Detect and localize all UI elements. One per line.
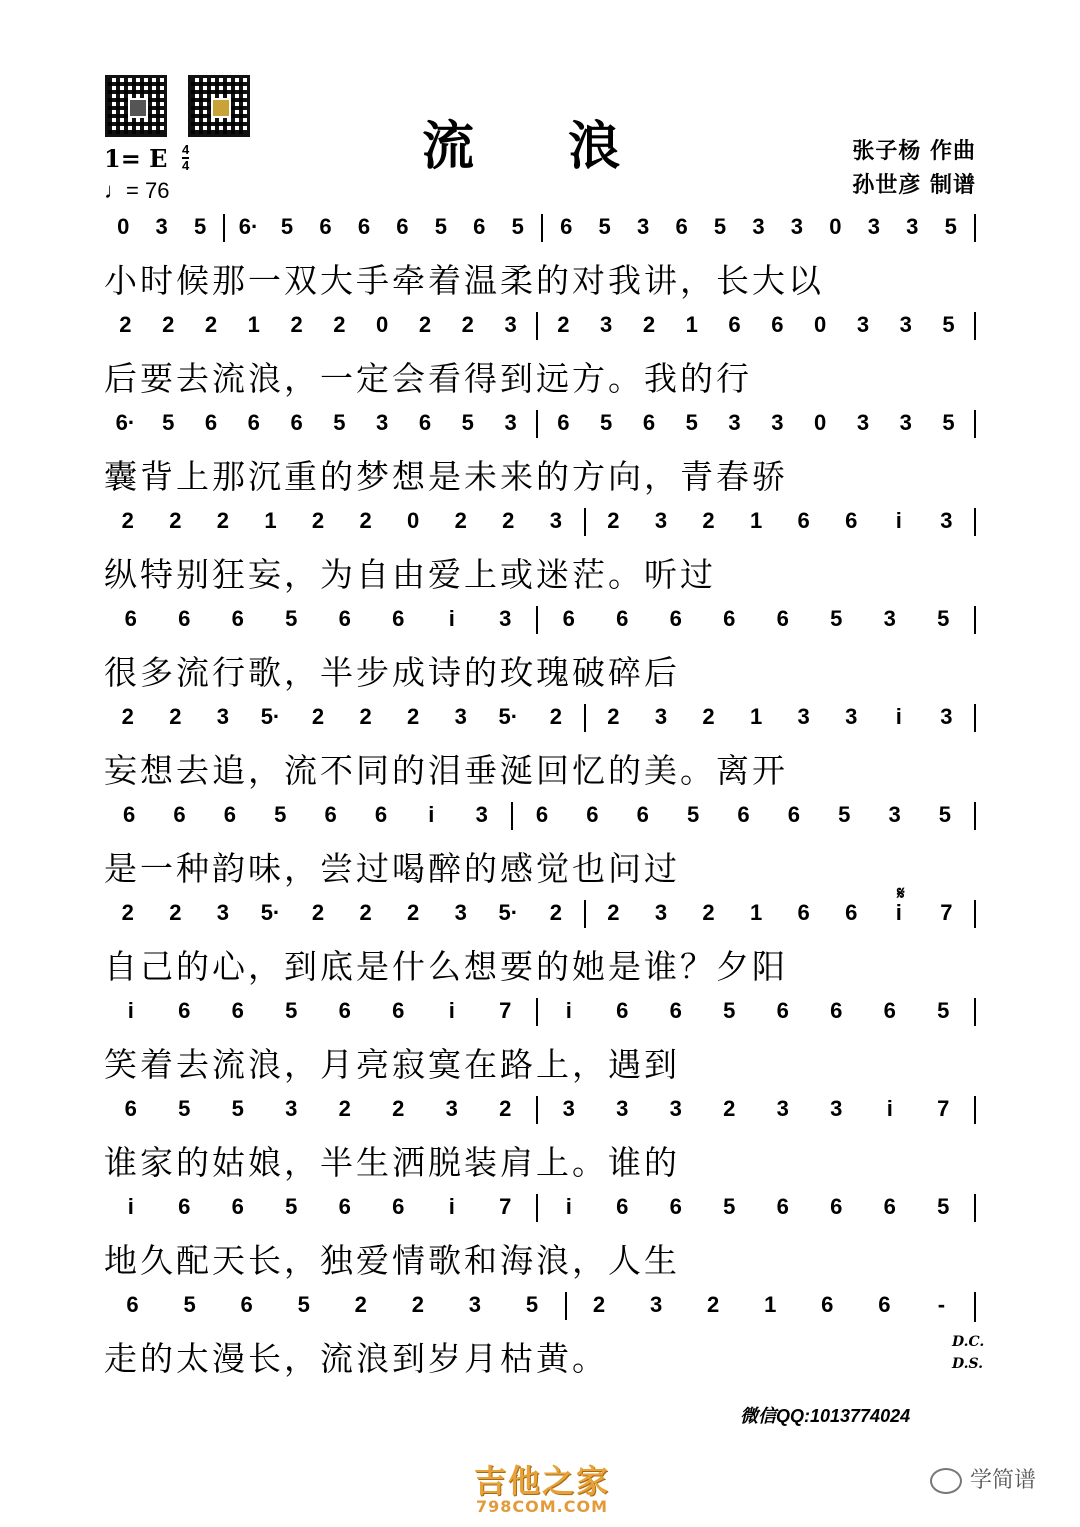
note: 6 — [173, 802, 186, 827]
note: 7 — [940, 900, 953, 925]
note: 3 — [940, 508, 953, 533]
note: 6 — [124, 1096, 137, 1121]
note: 6 — [616, 998, 629, 1023]
note: 5 — [183, 1292, 196, 1317]
note: 6 — [883, 998, 896, 1023]
score-row — [104, 1194, 980, 1284]
barline — [580, 704, 590, 732]
dc-mark: D.C. — [952, 1334, 985, 1350]
note: 6 — [776, 998, 789, 1023]
note: 3 — [899, 410, 912, 435]
barline — [970, 214, 980, 242]
site-url: 798COM.COM — [476, 1497, 609, 1516]
segno-mark: 𝄋 — [897, 883, 905, 904]
barline — [970, 1292, 980, 1320]
score-row — [104, 410, 980, 500]
note: 5 — [944, 214, 957, 239]
note: 3 — [285, 1096, 298, 1121]
note: 6 — [231, 998, 244, 1023]
lyric-line: 很多流行歌，半步成诗的玫瑰破碎后 — [104, 653, 680, 692]
note: 3 — [830, 1096, 843, 1121]
note: 3 — [376, 410, 389, 435]
note: 6 — [562, 606, 575, 631]
note: 6 — [319, 214, 332, 239]
note: 6 — [231, 1194, 244, 1219]
notation-line — [104, 998, 980, 1038]
note: 6 — [728, 312, 741, 337]
note: 2 — [354, 1292, 367, 1317]
note: 6 — [290, 410, 303, 435]
tempo-mark: ♩= 76 — [104, 178, 170, 203]
note: 6 — [776, 1194, 789, 1219]
note: 3 — [155, 214, 168, 239]
note: 6 — [392, 998, 405, 1023]
note: 2 — [407, 900, 420, 925]
barline — [532, 998, 542, 1026]
note: 3 — [867, 214, 880, 239]
score-row — [104, 1292, 980, 1382]
note: 2 — [359, 900, 372, 925]
note: 3 — [616, 1096, 629, 1121]
notation-line — [104, 312, 980, 352]
note: 6 — [669, 998, 682, 1023]
note: 2 — [607, 900, 620, 925]
note: 1 — [749, 900, 763, 925]
notation-line — [104, 214, 980, 254]
note: 3 — [776, 1096, 789, 1121]
note: 5 — [937, 998, 950, 1023]
note: 2 — [592, 1292, 606, 1317]
note: 6 — [324, 802, 337, 827]
note: 3 — [216, 704, 230, 729]
barline — [970, 508, 980, 536]
note: 6 — [231, 606, 244, 631]
note: 3 — [883, 606, 896, 631]
notation-line — [104, 606, 980, 646]
notation-line — [104, 704, 980, 744]
note: 6 — [396, 214, 409, 239]
composer-credit: 张子杨 作曲 — [852, 138, 976, 164]
barline — [532, 606, 542, 634]
note: 2 — [216, 508, 230, 533]
note: 3 — [669, 1096, 682, 1121]
note: 6 — [126, 1292, 139, 1317]
note: 5 — [333, 410, 346, 435]
note: 5 — [937, 606, 950, 631]
barline — [532, 312, 542, 340]
score-row — [104, 1096, 980, 1186]
barline — [970, 606, 980, 634]
barline — [532, 410, 542, 438]
lyric-line: 地久配天长，独爱情歌和海浪，人生 — [104, 1241, 680, 1280]
note: 5 — [461, 410, 474, 435]
note: 3 — [797, 704, 810, 729]
barline — [970, 1194, 980, 1222]
note: 2 — [607, 704, 620, 729]
barline — [970, 312, 980, 340]
barline — [507, 802, 517, 830]
note: i — [127, 1194, 134, 1219]
note: 6 — [338, 1194, 351, 1219]
note: 6 — [392, 1194, 405, 1219]
note: 3 — [856, 410, 870, 435]
score-row — [104, 900, 980, 990]
note: 2 — [162, 312, 175, 337]
note: 6 — [535, 802, 549, 827]
lyric-line: 自己的心，到底是什么想要的她是谁？夕阳 — [104, 947, 788, 986]
score-row — [104, 214, 980, 304]
note: 6 — [418, 410, 432, 435]
note: 3 — [899, 312, 912, 337]
note: i — [565, 1194, 572, 1219]
note: 0 — [407, 508, 420, 533]
note: 6 — [124, 606, 137, 631]
note: 3 — [856, 312, 870, 337]
note: 5 — [434, 214, 447, 239]
note: 5· — [260, 900, 281, 925]
note: 6 — [776, 606, 789, 631]
note: 5 — [685, 410, 698, 435]
note: 2 — [121, 704, 134, 729]
score-row — [104, 312, 980, 402]
note: 3 — [454, 900, 467, 925]
note: 2 — [311, 508, 325, 533]
note: 3 — [499, 606, 512, 631]
lyric-line: 后要去流浪，一定会看得到远方。我的行 — [104, 359, 752, 398]
barline — [537, 214, 547, 242]
notation-line — [104, 1292, 980, 1332]
note: 6 — [830, 1194, 843, 1219]
note: 5 — [231, 1096, 244, 1121]
note: 3 — [504, 410, 517, 435]
note: 2 — [169, 508, 182, 533]
note: 6 — [723, 606, 736, 631]
note: 2 — [333, 312, 346, 337]
note: i — [127, 998, 134, 1023]
wechat-icon — [930, 1468, 962, 1494]
note: 6 — [473, 214, 486, 239]
note: 5 — [274, 802, 287, 827]
note: 6 — [642, 410, 656, 435]
note: 3 — [562, 1096, 575, 1121]
note: 6 — [123, 802, 136, 827]
time-signature: $\frac{4}{4}$ — [182, 142, 190, 173]
note: 5 — [938, 802, 952, 827]
note: 3 — [771, 410, 784, 435]
note: 5 — [285, 1194, 298, 1219]
note: 6 — [878, 1292, 891, 1317]
note: 6 — [669, 606, 682, 631]
note: 0 — [829, 214, 842, 239]
note: 2 — [418, 312, 432, 337]
note: 3 — [468, 1292, 482, 1317]
note: 5 — [942, 410, 955, 435]
note: 6 — [787, 802, 800, 827]
note: 3 — [445, 1096, 458, 1121]
account-name: 学简谱 — [970, 1468, 1037, 1493]
note: 1 — [247, 312, 260, 337]
note: 0 — [814, 312, 827, 337]
note: 5 — [285, 606, 298, 631]
notation-line — [104, 410, 980, 450]
note: i — [448, 1194, 455, 1219]
note: 0 — [376, 312, 389, 337]
lyric-line: 是一种韵味，尝过喝醉的感觉也问过 — [104, 849, 680, 888]
note: 5· — [260, 704, 281, 729]
score-row — [104, 802, 980, 892]
arranger-credit: 孙世彦 制谱 — [852, 172, 976, 198]
barline — [532, 1096, 542, 1124]
note: 2 — [454, 508, 467, 533]
lyric-line: 囊背上那沉重的梦想是未来的方向，青春骄 — [104, 457, 788, 496]
notation-line — [104, 1194, 980, 1234]
note: 1 — [749, 508, 763, 533]
barline — [970, 1096, 980, 1124]
note: 7 — [937, 1096, 950, 1121]
note: 6 — [737, 802, 750, 827]
note: 5 — [713, 214, 727, 239]
note: 6 — [178, 606, 191, 631]
barline — [970, 998, 980, 1026]
note: 6 — [357, 214, 371, 239]
note: 3 — [752, 214, 765, 239]
account-badge — [930, 1463, 1036, 1494]
note: 2 — [549, 704, 562, 729]
note: 2 — [411, 1292, 424, 1317]
note: 2 — [169, 704, 182, 729]
note: 2 — [499, 1096, 512, 1121]
lyric-line: 走的太漫长，流浪到岁月枯黄。 — [104, 1339, 608, 1378]
note: 5 — [162, 410, 175, 435]
note: 6 — [204, 410, 218, 435]
note: 0 — [814, 410, 827, 435]
note: 2 — [502, 508, 515, 533]
note: 6 — [830, 998, 843, 1023]
note: 2 — [461, 312, 474, 337]
note: 2 — [204, 312, 218, 337]
note: 6· — [115, 410, 136, 435]
lyric-line: 妄想去追，流不同的泪垂涎回忆的美。离开 — [104, 751, 788, 790]
note: 6 — [240, 1292, 253, 1317]
note: 6 — [845, 900, 858, 925]
note: 6 — [669, 1194, 682, 1219]
note: 6 — [616, 606, 629, 631]
barline — [970, 900, 980, 928]
note: 5 — [598, 214, 611, 239]
note: 3 — [475, 802, 488, 827]
note: 2 — [359, 704, 372, 729]
note: 2 — [290, 312, 303, 337]
note: 5 — [285, 998, 298, 1023]
note: 3 — [454, 704, 467, 729]
note: 7 — [499, 998, 512, 1023]
note: 5 — [723, 998, 736, 1023]
note: 2 — [549, 900, 562, 925]
note: 5 — [511, 214, 524, 239]
note: 3 — [845, 704, 858, 729]
note: 6 — [821, 1292, 834, 1317]
note: 2 — [557, 312, 570, 337]
note: 2 — [169, 900, 182, 925]
note: 3 — [636, 214, 650, 239]
note: i — [565, 998, 572, 1023]
note: 6 — [338, 606, 351, 631]
note: 0 — [117, 214, 130, 239]
note: 1 — [685, 312, 698, 337]
lyric-line: 纵特别狂妄，为自由爱上或迷茫。听过 — [104, 555, 716, 594]
note: 5· — [498, 900, 519, 925]
note: 3 — [216, 900, 230, 925]
note: 6 — [178, 1194, 191, 1219]
note: i — [895, 704, 902, 729]
note: 2 — [311, 900, 325, 925]
note: i — [895, 900, 902, 925]
note: 7 — [499, 1194, 512, 1219]
score-row — [104, 704, 980, 794]
notation-line — [104, 508, 980, 548]
note: 2 — [311, 704, 325, 729]
note: 2 — [338, 1096, 351, 1121]
note: 5· — [498, 704, 519, 729]
note: 5 — [942, 312, 955, 337]
note: 2 — [607, 508, 620, 533]
note: 2 — [723, 1096, 736, 1121]
note: 6 — [392, 606, 405, 631]
key-signature: 1= E — [104, 144, 168, 173]
note: i — [886, 1096, 893, 1121]
note: 6 — [845, 508, 858, 533]
note: 5 — [830, 606, 843, 631]
site-logo: 吉他之家 — [474, 1462, 611, 1500]
note: 6 — [797, 508, 810, 533]
note: 3 — [654, 508, 668, 533]
note: 6 — [675, 214, 688, 239]
note: 1 — [764, 1292, 777, 1317]
ds-mark: D.S. — [952, 1356, 984, 1372]
note: 6 — [557, 410, 570, 435]
note: 5 — [937, 1194, 950, 1219]
note: 6 — [374, 802, 388, 827]
note: 3 — [654, 704, 668, 729]
lyric-line: 笑着去流浪，月亮寂寞在路上，遇到 — [104, 1045, 680, 1084]
note: 6 — [247, 410, 260, 435]
note: i — [895, 508, 902, 533]
note: 6 — [771, 312, 784, 337]
score-row — [104, 998, 980, 1088]
note: 6 — [636, 802, 649, 827]
note: 3 — [504, 312, 517, 337]
barline — [580, 508, 590, 536]
note: 3 — [888, 802, 901, 827]
note: 5 — [297, 1292, 310, 1317]
wechat-qq: 微信QQ:1013774024 — [740, 1406, 911, 1426]
lyric-line: 小时候那一双大手牵着温柔的对我讲，长大以 — [104, 261, 824, 300]
note: 3 — [600, 312, 613, 337]
note: 5 — [178, 1096, 191, 1121]
note: 5 — [687, 802, 700, 827]
score-row — [104, 606, 980, 696]
note: i — [428, 802, 435, 827]
note: 2 — [119, 312, 132, 337]
note: 6 — [883, 1194, 896, 1219]
note: 3 — [654, 900, 668, 925]
note: 2 — [407, 704, 420, 729]
note: 3 — [940, 704, 953, 729]
note: 6 — [586, 802, 599, 827]
barline — [219, 214, 229, 242]
note: i — [448, 998, 455, 1023]
note: i — [448, 606, 455, 631]
note: 3 — [790, 214, 804, 239]
note: 2 — [121, 508, 134, 533]
note: 5 — [838, 802, 851, 827]
note: 2 — [702, 508, 715, 533]
notation-line — [104, 1096, 980, 1136]
note: 1 — [749, 704, 763, 729]
note: 3 — [649, 1292, 663, 1317]
song-title: 流 浪 — [421, 116, 659, 177]
note: 3 — [906, 214, 919, 239]
note: 5 — [194, 214, 207, 239]
lyric-line: 谁家的姑娘，半生洒脱装肩上。谁的 — [104, 1143, 680, 1182]
note: 6 — [616, 1194, 629, 1219]
note: 5 — [280, 214, 294, 239]
barline — [970, 704, 980, 732]
barline — [532, 1194, 542, 1222]
note: 6 — [223, 802, 237, 827]
note: 2 — [359, 508, 372, 533]
note: 5 — [600, 410, 613, 435]
notation-line — [104, 900, 980, 940]
note: 2 — [642, 312, 656, 337]
note: 6· — [238, 214, 259, 239]
notation-line — [104, 802, 980, 842]
barline — [580, 900, 590, 928]
note: 2 — [707, 1292, 720, 1317]
barline — [561, 1292, 571, 1320]
barline — [970, 802, 980, 830]
note: 6 — [797, 900, 810, 925]
score-row — [104, 508, 980, 598]
note: 6 — [338, 998, 351, 1023]
note: 2 — [702, 900, 715, 925]
note: 3 — [549, 508, 562, 533]
note: - — [937, 1292, 946, 1317]
note: 5 — [525, 1292, 539, 1317]
note: 6 — [560, 214, 573, 239]
note: 5 — [723, 1194, 736, 1219]
barline — [970, 410, 980, 438]
note: 6 — [178, 998, 191, 1023]
note: 1 — [264, 508, 277, 533]
note: 2 — [121, 900, 134, 925]
note: 2 — [392, 1096, 405, 1121]
note: 3 — [728, 410, 741, 435]
note: 2 — [702, 704, 715, 729]
